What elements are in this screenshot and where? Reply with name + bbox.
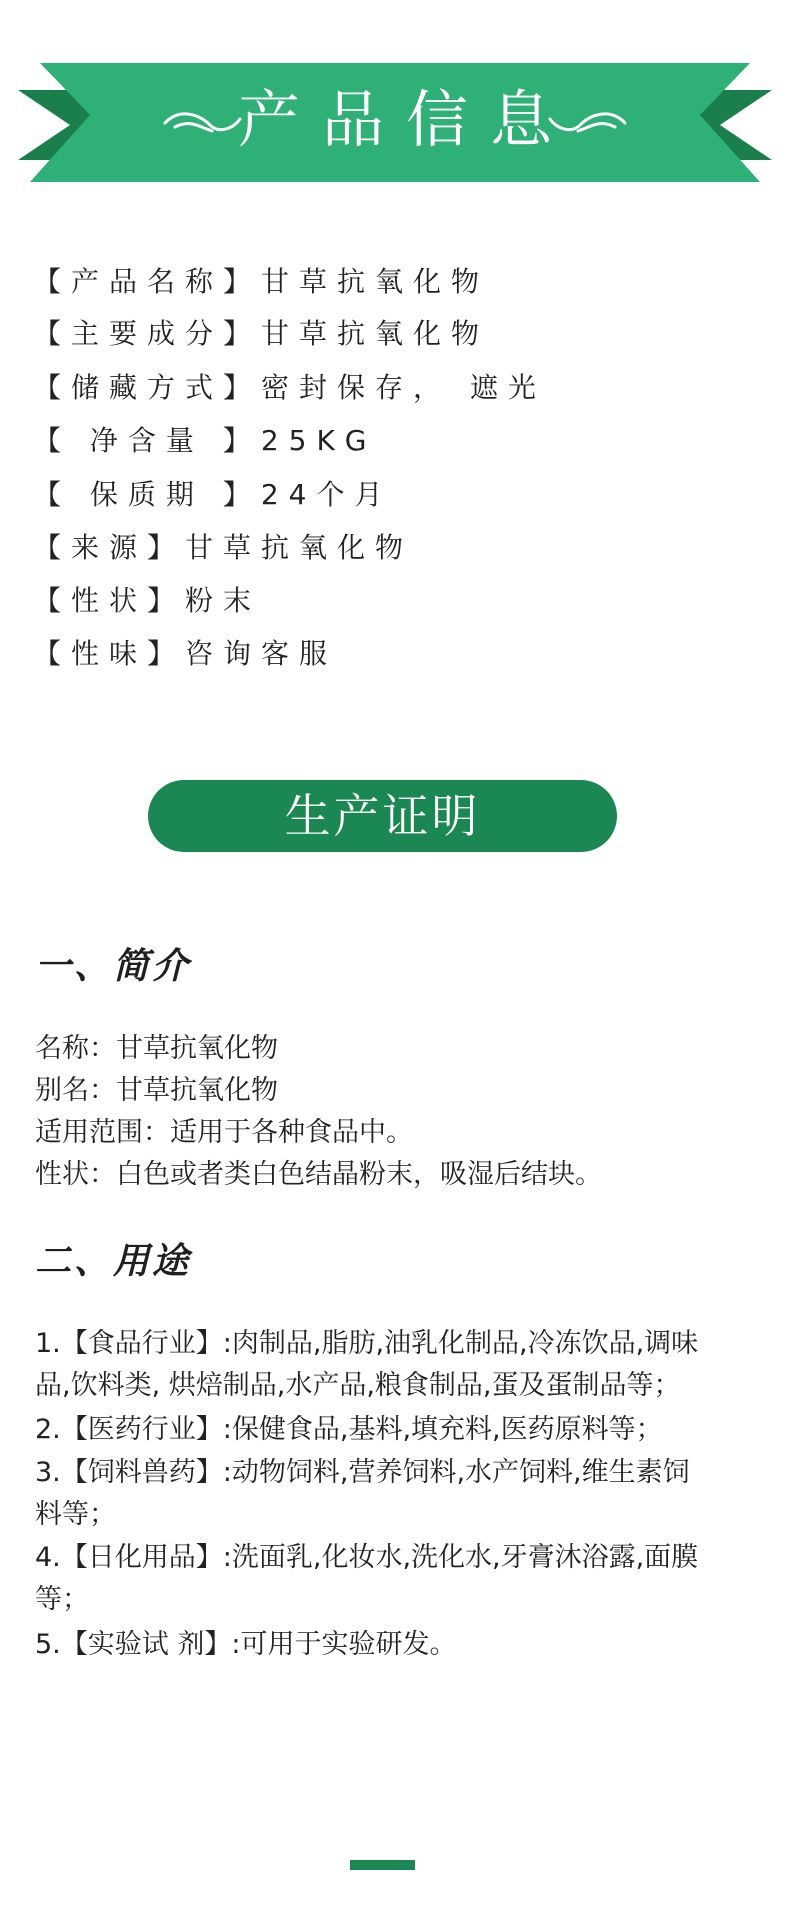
uses-line: 料等； <box>35 1499 116 1530</box>
spec-row-storage <box>33 371 546 405</box>
spec-value: 24个月 <box>260 478 393 511</box>
intro-line-name: 名称：甘草抗氧化物 <box>35 1033 278 1064</box>
spec-row-main-ingredient <box>33 317 489 351</box>
spec-value: 甘草抗氧化物 <box>185 531 414 564</box>
title-banner <box>0 55 790 190</box>
spec-label: 【性味】 <box>33 637 186 670</box>
spec-label: 【来源】 <box>33 531 186 564</box>
bottom-divider <box>350 1860 415 1870</box>
spec-value: 25KG <box>260 424 377 457</box>
intro-line-scope: 适用范围：适用于各种食品中。 <box>35 1117 413 1148</box>
spec-label: 【主要成分】 <box>33 317 262 350</box>
intro-line-alias: 别名：甘草抗氧化物 <box>35 1075 278 1106</box>
production-certificate-button[interactable]: 生产证明 <box>148 780 617 852</box>
uses-line: 3.【饲料兽药】:动物饲料,营养饲料,水产饲料,维生素饲 <box>35 1457 690 1488</box>
spec-label: 【产品名称】 <box>33 265 262 298</box>
page-title: 产品信息 <box>237 83 574 156</box>
spec-row-product-name <box>33 265 489 299</box>
spec-label: 【 净含量 】 <box>33 424 261 457</box>
uses-line: 2.【医药行业】:保健食品,基料,填充料,医药原料等； <box>35 1414 663 1445</box>
uses-line: 品,饮料类, 烘焙制品,水产品,粮食制品,蛋及蛋制品等； <box>35 1370 681 1401</box>
spec-row-source <box>33 531 413 565</box>
intro-line-appearance: 性状：白色或者类白色结晶粉末，吸湿后结块。 <box>35 1159 602 1190</box>
spec-label: 【储藏方式】 <box>33 371 262 404</box>
spec-value: 甘草抗氧化物 <box>261 265 490 298</box>
spec-value: 密封保存， 遮光 <box>261 371 546 404</box>
uses-line: 1.【食品行业】:肉制品,脂肪,油乳化制品,冷冻饮品,调味 <box>35 1328 699 1359</box>
spec-row-appearance <box>33 584 261 618</box>
uses-line: 4.【日化用品】:洗面乳,化妆水,洗化水,牙膏沐浴露,面膜 <box>35 1542 699 1573</box>
spec-value: 咨询客服 <box>185 637 338 670</box>
spec-label: 【性状】 <box>33 584 186 617</box>
spec-label: 【 保质期 】 <box>33 478 261 511</box>
spec-value: 粉末 <box>185 584 262 617</box>
spec-row-shelf-life <box>33 478 392 512</box>
uses-line: 等； <box>35 1584 89 1615</box>
spec-row-taste <box>33 637 337 671</box>
spec-value: 甘草抗氧化物 <box>261 317 490 350</box>
intro-heading: 一、简介 <box>35 946 192 987</box>
spec-row-net-content <box>33 424 377 458</box>
uses-line: 5.【实验试 剂】:可用于实验研发。 <box>35 1629 457 1660</box>
uses-heading: 二、用途 <box>35 1241 192 1282</box>
